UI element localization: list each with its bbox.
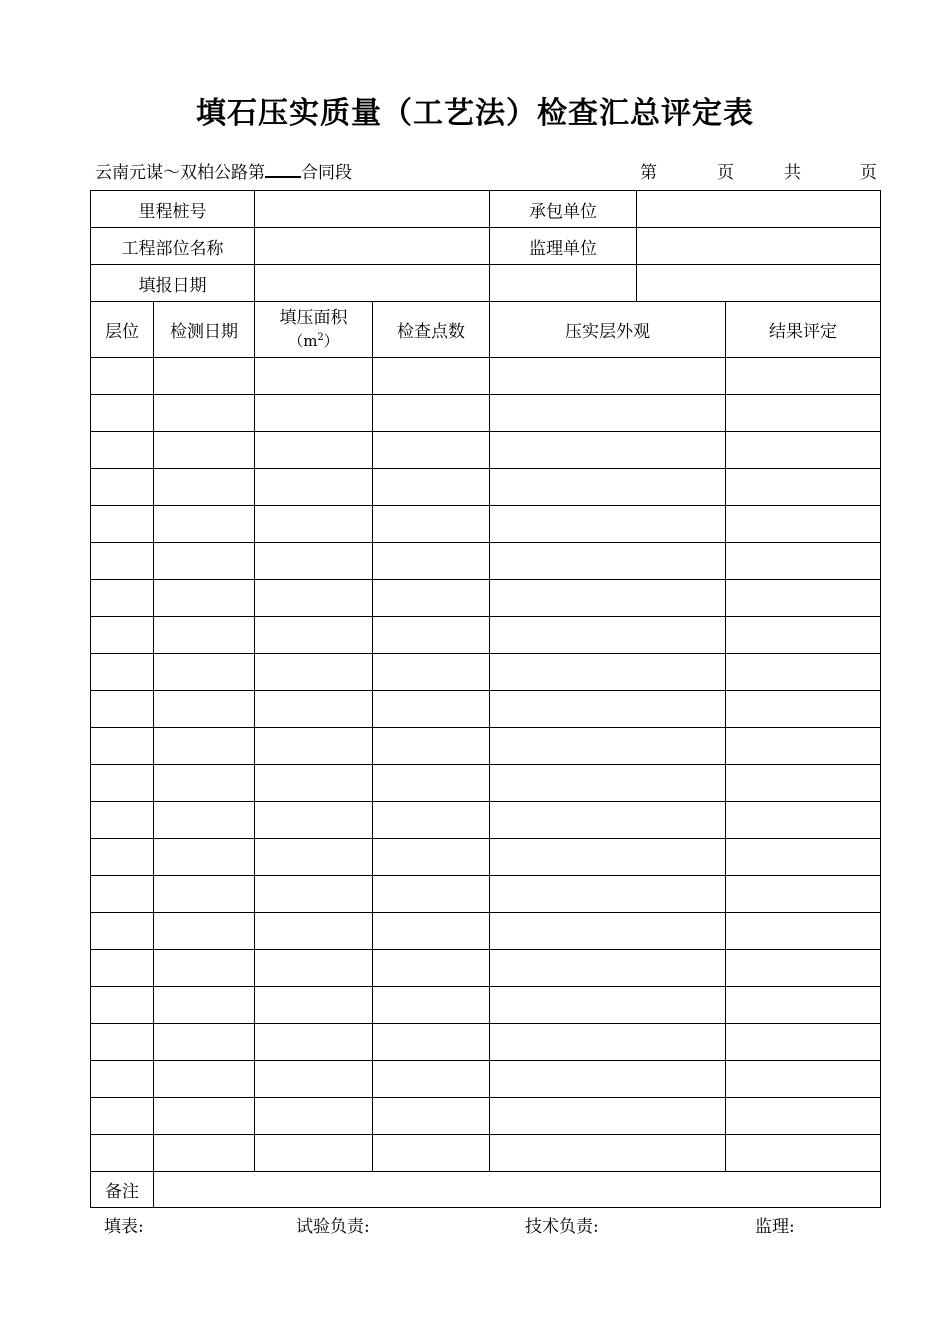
area-cell[interactable] bbox=[255, 395, 373, 432]
mileage-field[interactable] bbox=[255, 191, 490, 228]
col-header-area-label: 填压面积 bbox=[279, 307, 348, 328]
points-cell[interactable] bbox=[373, 1098, 490, 1135]
test-date-cell[interactable] bbox=[154, 950, 255, 987]
project-suffix: 合同段 bbox=[301, 163, 352, 183]
test-date-cell[interactable] bbox=[154, 617, 255, 654]
area-cell[interactable] bbox=[255, 432, 373, 469]
points-cell[interactable] bbox=[373, 395, 490, 432]
filled-by-label: 填表: bbox=[104, 1217, 144, 1237]
points-cell[interactable] bbox=[373, 617, 490, 654]
points-cell[interactable] bbox=[373, 654, 490, 691]
page-label-page: 页 bbox=[717, 163, 734, 183]
layer-cell[interactable] bbox=[91, 543, 154, 580]
points-cell[interactable] bbox=[373, 358, 490, 395]
layer-cell[interactable] bbox=[91, 617, 154, 654]
table-row bbox=[91, 580, 881, 617]
layer-cell[interactable] bbox=[91, 469, 154, 506]
area-cell[interactable] bbox=[255, 1061, 373, 1098]
result-cell[interactable] bbox=[726, 617, 881, 654]
remarks-label: 备注 bbox=[91, 1172, 154, 1208]
table-row bbox=[91, 765, 881, 802]
area-cell[interactable] bbox=[255, 1098, 373, 1135]
layer-cell[interactable] bbox=[91, 691, 154, 728]
table-row bbox=[91, 1061, 881, 1098]
layer-cell[interactable] bbox=[91, 950, 154, 987]
tech-lead-label: 技术负责: bbox=[525, 1217, 599, 1237]
test-date-cell[interactable] bbox=[154, 728, 255, 765]
appearance-cell[interactable] bbox=[490, 987, 726, 1024]
table-row bbox=[91, 506, 881, 543]
area-cell[interactable] bbox=[255, 765, 373, 802]
appearance-cell[interactable] bbox=[490, 691, 726, 728]
points-cell[interactable] bbox=[373, 765, 490, 802]
result-cell[interactable] bbox=[726, 654, 881, 691]
area-cell[interactable] bbox=[255, 469, 373, 506]
area-cell[interactable] bbox=[255, 580, 373, 617]
area-unit-close: ） bbox=[323, 331, 339, 350]
area-unit-sup: 2 bbox=[317, 331, 324, 343]
points-cell[interactable] bbox=[373, 839, 490, 876]
points-cell[interactable] bbox=[373, 913, 490, 950]
result-cell[interactable] bbox=[726, 580, 881, 617]
test-date-cell[interactable] bbox=[154, 654, 255, 691]
form-subheader bbox=[95, 158, 880, 182]
area-cell[interactable] bbox=[255, 506, 373, 543]
test-date-cell[interactable] bbox=[154, 876, 255, 913]
page-label-current: 第 bbox=[640, 163, 657, 183]
appearance-cell[interactable] bbox=[490, 728, 726, 765]
remarks-row bbox=[91, 1172, 881, 1208]
supervisor-label: 监理单位 bbox=[490, 228, 637, 265]
area-cell[interactable] bbox=[255, 728, 373, 765]
result-cell[interactable] bbox=[726, 728, 881, 765]
project-name bbox=[95, 158, 352, 183]
area-cell[interactable] bbox=[255, 1024, 373, 1061]
result-cell[interactable] bbox=[726, 950, 881, 987]
appearance-cell[interactable] bbox=[490, 469, 726, 506]
result-cell[interactable] bbox=[726, 839, 881, 876]
date-extra-cell-2[interactable] bbox=[637, 265, 881, 302]
test-date-cell[interactable] bbox=[154, 1024, 255, 1061]
date-label: 填报日期 bbox=[91, 265, 255, 302]
appearance-cell[interactable] bbox=[490, 617, 726, 654]
test-date-cell[interactable] bbox=[154, 580, 255, 617]
appearance-cell[interactable] bbox=[490, 839, 726, 876]
layer-cell[interactable] bbox=[91, 358, 154, 395]
points-cell[interactable] bbox=[373, 543, 490, 580]
appearance-cell[interactable] bbox=[490, 432, 726, 469]
appearance-cell[interactable] bbox=[490, 876, 726, 913]
table-row bbox=[91, 395, 881, 432]
col-header-area-unit bbox=[255, 328, 372, 351]
test-date-cell[interactable] bbox=[154, 358, 255, 395]
layer-cell[interactable] bbox=[91, 1061, 154, 1098]
supervisor-sign-label: 监理: bbox=[755, 1217, 795, 1237]
test-date-cell[interactable] bbox=[154, 395, 255, 432]
project-prefix: 云南元谋～双柏公路第 bbox=[95, 163, 265, 183]
test-date-cell[interactable] bbox=[154, 506, 255, 543]
layer-cell[interactable] bbox=[91, 654, 154, 691]
points-cell[interactable] bbox=[373, 432, 490, 469]
result-cell[interactable] bbox=[726, 876, 881, 913]
col-header-result: 结果评定 bbox=[726, 302, 881, 358]
points-cell[interactable] bbox=[373, 728, 490, 765]
appearance-cell[interactable] bbox=[490, 913, 726, 950]
points-cell[interactable] bbox=[373, 580, 490, 617]
appearance-cell[interactable] bbox=[490, 1024, 726, 1061]
layer-cell[interactable] bbox=[91, 1024, 154, 1061]
result-cell[interactable] bbox=[726, 1024, 881, 1061]
col-header-points: 检查点数 bbox=[373, 302, 490, 358]
layer-cell[interactable] bbox=[91, 395, 154, 432]
result-cell[interactable] bbox=[726, 802, 881, 839]
points-cell[interactable] bbox=[373, 1061, 490, 1098]
table-row bbox=[91, 950, 881, 987]
result-cell[interactable] bbox=[726, 432, 881, 469]
area-cell[interactable] bbox=[255, 358, 373, 395]
supervisor-field[interactable] bbox=[637, 228, 881, 265]
result-cell[interactable] bbox=[726, 543, 881, 580]
points-cell[interactable] bbox=[373, 950, 490, 987]
area-cell[interactable] bbox=[255, 1135, 373, 1172]
layer-cell[interactable] bbox=[91, 839, 154, 876]
test-date-cell[interactable] bbox=[154, 987, 255, 1024]
contractor-label: 承包单位 bbox=[490, 191, 637, 228]
appearance-cell[interactable] bbox=[490, 654, 726, 691]
appearance-cell[interactable] bbox=[490, 395, 726, 432]
part-field[interactable] bbox=[255, 228, 490, 265]
col-header-test-date: 检测日期 bbox=[154, 302, 255, 358]
table-row bbox=[91, 691, 881, 728]
appearance-cell[interactable] bbox=[490, 580, 726, 617]
result-cell[interactable] bbox=[726, 987, 881, 1024]
result-cell[interactable] bbox=[726, 765, 881, 802]
layer-cell[interactable] bbox=[91, 506, 154, 543]
result-cell[interactable] bbox=[726, 1098, 881, 1135]
points-cell[interactable] bbox=[373, 691, 490, 728]
mileage-label: 里程桩号 bbox=[91, 191, 255, 228]
table-row bbox=[91, 617, 881, 654]
result-cell[interactable] bbox=[726, 691, 881, 728]
points-cell[interactable] bbox=[373, 469, 490, 506]
layer-cell[interactable] bbox=[91, 1135, 154, 1172]
appearance-cell[interactable] bbox=[490, 802, 726, 839]
table-row bbox=[91, 1098, 881, 1135]
contract-section-blank[interactable] bbox=[265, 162, 301, 178]
area-cell[interactable] bbox=[255, 987, 373, 1024]
layer-cell[interactable] bbox=[91, 1098, 154, 1135]
page-label-total: 共 bbox=[784, 163, 801, 183]
result-cell[interactable] bbox=[726, 1135, 881, 1172]
test-date-cell[interactable] bbox=[154, 765, 255, 802]
table-row bbox=[91, 987, 881, 1024]
points-cell[interactable] bbox=[373, 802, 490, 839]
col-header-layer: 层位 bbox=[91, 302, 154, 358]
appearance-cell[interactable] bbox=[490, 950, 726, 987]
test-date-cell[interactable] bbox=[154, 432, 255, 469]
points-cell[interactable] bbox=[373, 1024, 490, 1061]
data-rows bbox=[91, 358, 881, 1172]
date-extra-cell[interactable] bbox=[490, 265, 637, 302]
area-cell[interactable] bbox=[255, 691, 373, 728]
appearance-cell[interactable] bbox=[490, 358, 726, 395]
table-row bbox=[91, 802, 881, 839]
test-date-cell[interactable] bbox=[154, 1098, 255, 1135]
test-date-cell[interactable] bbox=[154, 469, 255, 506]
form-title: 填石压实质量（工艺法）检查汇总评定表 bbox=[196, 96, 754, 131]
points-cell[interactable] bbox=[373, 506, 490, 543]
appearance-cell[interactable] bbox=[490, 543, 726, 580]
info-row-mileage bbox=[91, 191, 881, 228]
col-header-area bbox=[255, 302, 373, 358]
test-date-cell[interactable] bbox=[154, 543, 255, 580]
points-cell[interactable] bbox=[373, 1135, 490, 1172]
test-date-cell[interactable] bbox=[154, 1135, 255, 1172]
table-row bbox=[91, 1135, 881, 1172]
table-row bbox=[91, 543, 881, 580]
table-row bbox=[91, 1024, 881, 1061]
test-date-cell[interactable] bbox=[154, 691, 255, 728]
appearance-cell[interactable] bbox=[490, 1061, 726, 1098]
layer-cell[interactable] bbox=[91, 802, 154, 839]
result-cell[interactable] bbox=[726, 469, 881, 506]
table-row bbox=[91, 469, 881, 506]
date-field[interactable] bbox=[255, 265, 490, 302]
col-header-appearance: 压实层外观 bbox=[490, 302, 726, 358]
remarks-field[interactable] bbox=[154, 1172, 881, 1208]
area-cell[interactable] bbox=[255, 913, 373, 950]
area-cell[interactable] bbox=[255, 950, 373, 987]
layer-cell[interactable] bbox=[91, 876, 154, 913]
column-header-row bbox=[91, 302, 881, 358]
area-cell[interactable] bbox=[255, 876, 373, 913]
result-cell[interactable] bbox=[726, 358, 881, 395]
test-date-cell[interactable] bbox=[154, 802, 255, 839]
layer-cell[interactable] bbox=[91, 728, 154, 765]
table-row bbox=[91, 432, 881, 469]
area-cell[interactable] bbox=[255, 543, 373, 580]
area-cell[interactable] bbox=[255, 839, 373, 876]
table-row bbox=[91, 876, 881, 913]
area-cell[interactable] bbox=[255, 617, 373, 654]
layer-cell[interactable] bbox=[91, 913, 154, 950]
points-cell[interactable] bbox=[373, 876, 490, 913]
table-row bbox=[91, 358, 881, 395]
test-lead-label: 试验负责: bbox=[296, 1217, 370, 1237]
layer-cell[interactable] bbox=[91, 765, 154, 802]
layer-cell[interactable] bbox=[91, 987, 154, 1024]
appearance-cell[interactable] bbox=[490, 765, 726, 802]
layer-cell[interactable] bbox=[91, 580, 154, 617]
result-cell[interactable] bbox=[726, 1061, 881, 1098]
contractor-field[interactable] bbox=[637, 191, 881, 228]
layer-cell[interactable] bbox=[91, 432, 154, 469]
appearance-cell[interactable] bbox=[490, 1135, 726, 1172]
appearance-cell[interactable] bbox=[490, 1098, 726, 1135]
info-row-date bbox=[91, 265, 881, 302]
area-unit-open: （m bbox=[288, 331, 318, 350]
points-cell[interactable] bbox=[373, 987, 490, 1024]
table-row bbox=[91, 913, 881, 950]
test-date-cell[interactable] bbox=[154, 913, 255, 950]
part-label: 工程部位名称 bbox=[91, 228, 255, 265]
test-date-cell[interactable] bbox=[154, 1061, 255, 1098]
result-cell[interactable] bbox=[726, 506, 881, 543]
result-cell[interactable] bbox=[726, 395, 881, 432]
area-cell[interactable] bbox=[255, 802, 373, 839]
page-label-pages: 页 bbox=[860, 163, 877, 183]
result-cell[interactable] bbox=[726, 913, 881, 950]
table-row bbox=[91, 728, 881, 765]
inspection-table bbox=[90, 190, 881, 1208]
info-row-part bbox=[91, 228, 881, 265]
area-cell[interactable] bbox=[255, 654, 373, 691]
test-date-cell[interactable] bbox=[154, 839, 255, 876]
table-row bbox=[91, 839, 881, 876]
table-row bbox=[91, 654, 881, 691]
appearance-cell[interactable] bbox=[490, 506, 726, 543]
